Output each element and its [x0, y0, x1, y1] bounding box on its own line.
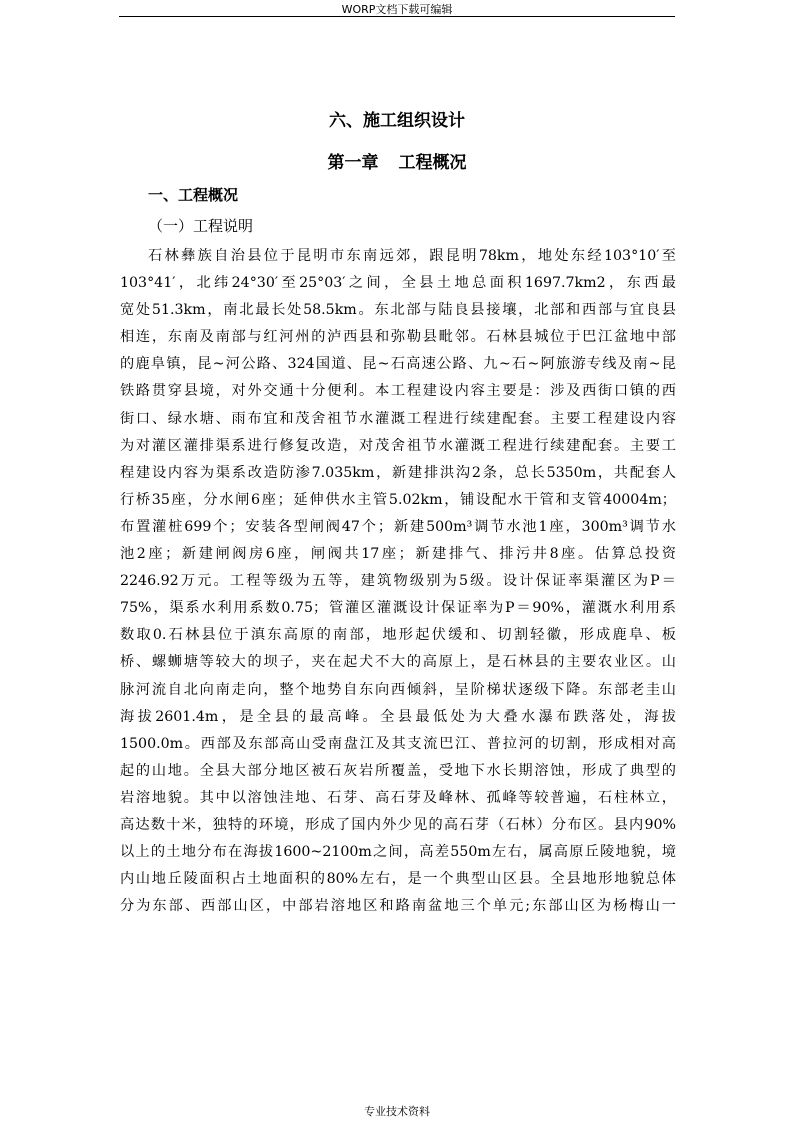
body-line: 石林彝族自治县位于昆明市东南远郊，跟昆明78km，地处东经103°10′至 — [148, 248, 676, 264]
body-line: 75%，渠系水利用系数0.75；管灌区灌溉设计保证率为P＝90%，灌溉水利用系 — [120, 600, 676, 617]
body-line: 岩溶地貌。其中以溶蚀洼地、石芽、高石芽及峰林、孤峰等较普遍，石柱林立， — [120, 789, 676, 806]
page-footer: 专业技术资料 — [364, 1105, 430, 1118]
body-line: 相连，东南及南部与红河州的泸西县和弥勒县毗邻。石林县城位于巴江盆地中部 — [120, 329, 676, 346]
body-line: 数取0.石林县位于滇东高原的南部，地形起伏缓和、切割轻徽，形成鹿阜、板 — [120, 627, 676, 644]
body-line: 2246.92万元。工程等级为五等，建筑物级别为5级。设计保证率渠灌区为P＝ — [120, 573, 676, 590]
body-line: 布置灌桩699个；安装各型闸阀47个；新建500m³调节水池1座，300m³调节水 — [120, 518, 676, 535]
body-line: 高达数十米，独特的环境，形成了国内外少见的高石芽（石林）分布区。县内90% — [120, 816, 676, 833]
body-line: 宽处51.3km，南北最长处58.5km。东北部与陆良县接壤，北部和西部与宜良县 — [120, 302, 676, 319]
body-line: 海拔2601.4m，是全县的最高峰。全县最低处为大叠水瀑布跌落处，海拔 — [120, 708, 676, 725]
body-line: 街口、绿水塘、雨布宜和茂舍祖节水灌溉工程进行续建配套。主要工程建设内容 — [120, 410, 676, 427]
body-line: 内山地丘陵面积占土地面积的80%左右，是一个典型山区县。全县地形地貌总体 — [120, 871, 676, 888]
body-line: 的鹿阜镇，昆~河公路、324国道、昆~石高速公路、九~石~阿旅游专线及南~昆 — [120, 356, 676, 373]
body-line: 分为东部、西部山区，中部岩溶地区和路南盆地三个单元;东部山区为杨梅山一 — [120, 898, 676, 915]
body-line: 脉河流自北向南走向，整个地势自东向西倾斜，呈阶梯状逐级下降。东部老圭山 — [120, 681, 676, 698]
body-line: 行桥35座，分水闸6座；延伸供水主管5.02km，铺设配水干管和支管40004m； — [120, 491, 676, 508]
body-line: 桥、螺蛳塘等较大的坝子，夹在起犬不大的高原上，是石林县的主要农业区。山 — [120, 654, 676, 671]
subsubsection-heading: （一）工程说明 — [148, 217, 254, 235]
body-line: 起的山地。全县大部分地区被石灰岩所覆盖，受地下水长期溶蚀，形成了典型的 — [120, 762, 676, 779]
body-line: 以上的土地分布在海拔1600~2100m之间，高差550m左右，属高原丘陵地貌，境 — [120, 844, 676, 861]
body-line: 铁路贯穿县境，对外交通十分便利。本工程建设内容主要是：涉及西街口镇的西 — [120, 383, 676, 400]
body-line: 池2座；新建闸阀房6座，闸阀共17座；新建排气、排污井8座。估算总投资 — [120, 546, 676, 563]
subsection-heading: 一、工程概况 — [148, 186, 239, 204]
section-heading: 六、施工组织设计 — [329, 111, 465, 131]
page-header: WORP文档下载可编辑 — [341, 3, 453, 16]
body-line: 为对灌区灌排渠系进行修复改造，对茂舍祖节水灌溉工程进行续建配套。主要工 — [120, 437, 676, 454]
chapter-heading: 第一章 工程概况 — [327, 153, 467, 173]
body-line: 1500.0m。西部及东部高山受南盘江及其支流巴江、普拉河的切割，形成相对高 — [120, 735, 676, 752]
body-line: 程建设内容为渠系改造防渗7.035km，新建排洪沟2条，总长5350m，共配套人 — [120, 464, 676, 481]
body-line: 103°41′，北纬24°30′至25°03′之间，全县土地总面积1697.7km2，东西最 — [120, 275, 676, 292]
header-divider — [119, 16, 675, 17]
body-paragraph — [120, 243, 676, 920]
